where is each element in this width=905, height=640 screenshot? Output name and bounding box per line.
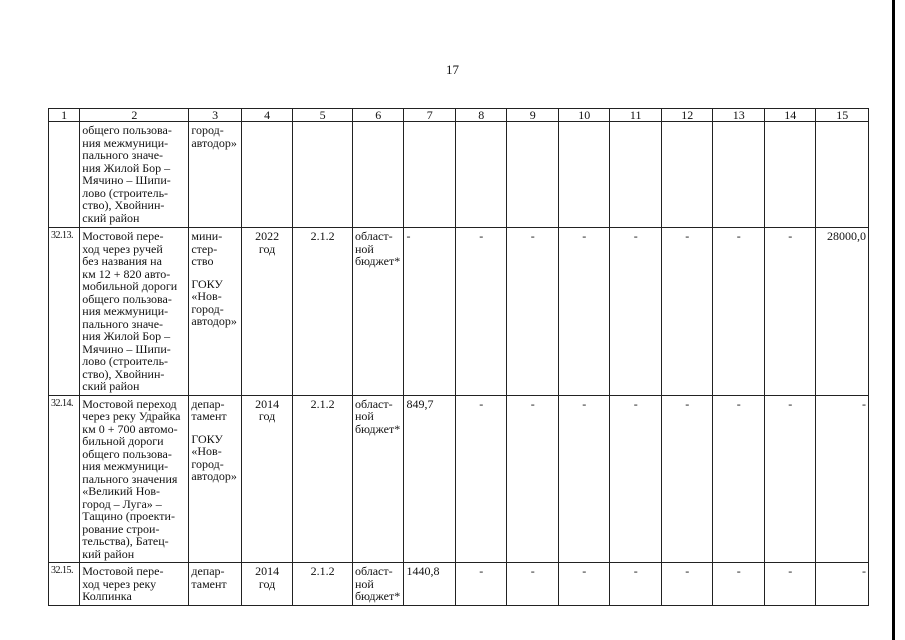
funding-value: - (713, 563, 765, 606)
program-table (48, 108, 869, 606)
target-code: 2.1.2 (293, 563, 353, 606)
funding-value: - (455, 563, 507, 606)
funding-value (610, 122, 662, 228)
funding-value: 28000,0 (816, 228, 869, 396)
executor-primary: мини- стер- ство (191, 229, 223, 268)
funding-value: - (610, 228, 662, 396)
funding-value: - (455, 395, 507, 563)
funding-source (352, 122, 404, 228)
target-code: 2.1.2 (293, 228, 353, 396)
column-number-4: 4 (241, 109, 293, 122)
funding-value: - (764, 228, 816, 396)
column-number-8: 8 (455, 109, 507, 122)
funding-value (507, 122, 559, 228)
executor-primary: депар- тамент (191, 564, 227, 591)
funding-value: - (507, 395, 559, 563)
funding-value (558, 122, 610, 228)
executor-cell (189, 395, 242, 563)
funding-value: - (661, 563, 713, 606)
row-number: 32.14. (49, 395, 80, 563)
funding-value: - (713, 228, 765, 396)
page-edge-rule (892, 0, 895, 640)
funding-source: област- ной бюджет* (352, 395, 404, 563)
funding-value: - (661, 228, 713, 396)
column-number-2: 2 (80, 109, 189, 122)
funding-value (455, 122, 507, 228)
funding-value: - (816, 563, 869, 606)
funding-value: 849,7 (404, 395, 456, 563)
target-code (293, 122, 353, 228)
executor-cell (189, 228, 242, 396)
funding-value: - (610, 563, 662, 606)
row-number: 32.15. (49, 563, 80, 606)
funding-value: - (404, 228, 456, 396)
table-row (49, 563, 869, 606)
funding-value (661, 122, 713, 228)
executor-cell (189, 563, 242, 606)
executor-primary: город- автодор» (191, 123, 237, 150)
column-number-13: 13 (713, 109, 765, 122)
funding-value (764, 122, 816, 228)
column-number-7: 7 (404, 109, 456, 122)
column-number-3: 3 (189, 109, 242, 122)
implementation-year (241, 122, 293, 228)
executor-cell (189, 122, 242, 228)
funding-value (816, 122, 869, 228)
column-number-15: 15 (816, 109, 869, 122)
funding-value (404, 122, 456, 228)
object-name: Мостовой пере- ход через ручей без названия на км 12 + 820 авто- мобильной дороги общего пользова- ния межмуници- пального значе- ния Жилой Бор – Мячино – Шипи- лово (строитель- ство), Хвойнин- ский район (80, 228, 189, 396)
funding-value: - (610, 395, 662, 563)
column-number-1: 1 (49, 109, 80, 122)
funding-value: - (661, 395, 713, 563)
table-row (49, 228, 869, 396)
table-row (49, 122, 869, 228)
column-number-14: 14 (764, 109, 816, 122)
executor-secondary: ГОКУ «Нов- город- автодор» (191, 431, 237, 483)
executor-secondary: ГОКУ «Нов- город- автодор» (191, 276, 237, 328)
funding-value: - (764, 563, 816, 606)
funding-value: - (713, 395, 765, 563)
funding-source: област- ной бюджет* (352, 228, 404, 396)
funding-value: 1440,8 (404, 563, 456, 606)
funding-source: област- ной бюджет* (352, 563, 404, 606)
column-number-9: 9 (507, 109, 559, 122)
target-code: 2.1.2 (293, 395, 353, 563)
object-name: общего пользова- ния межмуници- пального значе- ния Жилой Бор – Мячино – Шипи- лово (строитель- ство), Хвойнин- ский район (80, 122, 189, 228)
funding-value: - (507, 228, 559, 396)
column-number-6: 6 (352, 109, 404, 122)
funding-value: - (507, 563, 559, 606)
column-number-5: 5 (293, 109, 353, 122)
row-number: 32.13. (49, 228, 80, 396)
funding-value: - (558, 228, 610, 396)
table-row (49, 395, 869, 563)
funding-value: - (764, 395, 816, 563)
column-number-12: 12 (661, 109, 713, 122)
object-name: Мостовой переход через реку Удрайка км 0 + 700 автомо- бильной дороги общего пользова- ния межмуници- пального значения «Великий Нов- город – Луга» – Тащино (проекти- рование строи- тельства), Батец- кий район (80, 395, 189, 563)
funding-value: - (455, 228, 507, 396)
object-name: Мостовой пере- ход через реку Колпинка (80, 563, 189, 606)
implementation-year: 2014 год (241, 395, 293, 563)
column-number-header-row (49, 109, 869, 122)
implementation-year: 2022 год (241, 228, 293, 396)
column-number-10: 10 (558, 109, 610, 122)
funding-value: - (816, 395, 869, 563)
implementation-year: 2014 год (241, 563, 293, 606)
executor-primary: депар- тамент (191, 396, 227, 423)
row-number (49, 122, 80, 228)
funding-value (713, 122, 765, 228)
column-number-11: 11 (610, 109, 662, 122)
page-number: 17 (446, 62, 459, 77)
funding-value: - (558, 563, 610, 606)
funding-value: - (558, 395, 610, 563)
